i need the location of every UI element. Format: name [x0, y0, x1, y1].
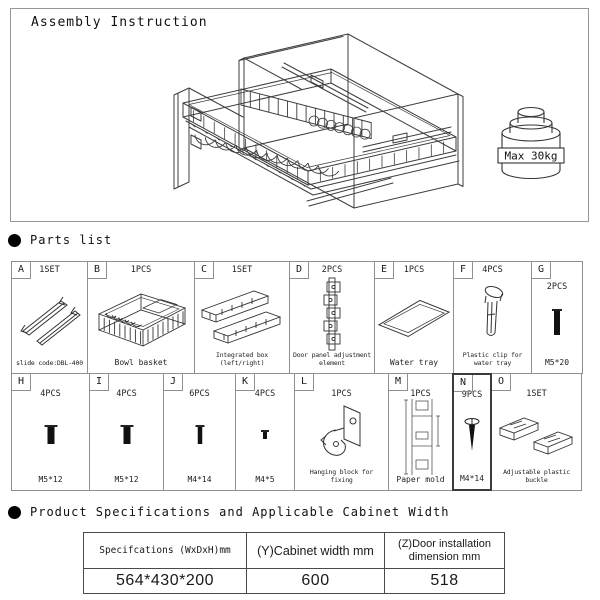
spec-header-door-dimension: (Z)Door installation dimension mm: [384, 533, 504, 568]
part-caption: Paper mold: [396, 475, 445, 485]
part-quantity: 1PCS: [403, 265, 425, 275]
spec-header-cabinet-width: (Y)Cabinet width mm: [246, 533, 384, 568]
part-cell-G: [531, 261, 583, 374]
part-cell-H: [11, 373, 90, 491]
screw-m4-5-icon: [236, 399, 294, 475]
bullet-icon: [8, 234, 21, 247]
screw-m5-12-icon: [12, 399, 89, 475]
part-cell-M: [388, 373, 453, 491]
parts-grid-row1: [11, 261, 589, 374]
part-cell-B: [87, 261, 195, 374]
spec-table-header-row: [84, 533, 504, 568]
part-letter: K: [236, 374, 255, 391]
slide-rail-bottom: [186, 121, 459, 195]
specifications-header: [8, 505, 449, 519]
bullet-icon: [8, 506, 21, 519]
spec-table-value-row: [84, 568, 504, 593]
part-letter: M: [389, 374, 408, 391]
screw-m5-20-icon: [532, 292, 582, 358]
door-adjuster-icon: [290, 275, 374, 352]
part-cell-K: [235, 373, 295, 491]
part-letter: D: [290, 262, 309, 279]
parts-grid: [11, 261, 589, 491]
parts-list-header: [8, 233, 112, 247]
part-caption: M4*14: [459, 474, 485, 484]
part-caption: Bowl basket: [114, 358, 168, 368]
specifications-title: Product Specifications and Applicable Cabinet Width: [30, 505, 450, 519]
part-quantity: 1SET: [231, 265, 253, 275]
spec-value-cabinet-width: 600: [246, 568, 384, 593]
part-quantity: 1SET: [526, 389, 547, 399]
spec-value-door-dimension: 518: [384, 568, 504, 593]
part-letter: H: [12, 374, 31, 391]
part-letter: L: [295, 374, 314, 391]
part-cell-F: [453, 261, 532, 374]
part-caption: Water tray: [389, 358, 439, 368]
water-clip-icon: [454, 275, 531, 352]
part-quantity: 4PCS: [482, 265, 503, 275]
part-quantity: 1SET: [39, 265, 60, 275]
part-letter: C: [195, 262, 214, 279]
part-cell-D: [289, 261, 375, 374]
plastic-buckle-icon: [492, 399, 581, 469]
integrated-box-icon: [195, 275, 289, 352]
part-letter: A: [12, 262, 31, 279]
screw-m5-12-icon: [90, 399, 163, 475]
part-caption: Plastic clip for water tray: [462, 351, 523, 368]
screw-m4-14-icon: [164, 399, 235, 475]
part-letter: O: [492, 374, 511, 391]
part-cell-C: [194, 261, 290, 374]
part-letter: G: [532, 262, 551, 279]
part-letter: E: [375, 262, 394, 279]
part-caption: M5*12: [114, 475, 139, 485]
part-caption: slide code:DBL-400: [16, 359, 83, 368]
part-quantity: 4PCS: [40, 389, 61, 399]
spec-table: [83, 532, 505, 594]
part-caption: M5*12: [38, 475, 63, 485]
part-cell-J: [163, 373, 236, 491]
part-caption: Hanging block for fixing: [309, 468, 374, 485]
part-cell-E: [374, 261, 454, 374]
max-load-label: Max 30kg: [504, 149, 558, 163]
page-title: Assembly Instruction: [31, 15, 208, 30]
part-letter: I: [90, 374, 109, 391]
part-cell-N: [452, 373, 492, 491]
tapping-screw-icon: [454, 400, 490, 474]
part-quantity: 6PCS: [189, 389, 210, 399]
weight-icon: [498, 108, 564, 179]
part-letter: J: [164, 374, 183, 391]
parts-list-title: Parts list: [30, 233, 113, 247]
spec-value-dimensions: 564*430*200: [84, 568, 246, 593]
part-caption: Adjustable plastic buckle: [503, 468, 570, 485]
part-cell-I: [89, 373, 164, 491]
hanging-block-icon: [295, 399, 388, 469]
assembly-instruction-box: [10, 8, 589, 222]
part-caption: M4*5: [255, 475, 275, 485]
part-quantity: 2PCS: [546, 282, 568, 292]
part-letter: B: [88, 262, 107, 279]
part-cell-O: [491, 373, 582, 491]
part-quantity: 1PCS: [130, 265, 152, 275]
part-quantity: 4PCS: [254, 389, 276, 399]
spec-header-dimensions: Specifcations (WxDxH)mm: [99, 545, 231, 556]
part-caption: Door panel adjustment element: [293, 351, 371, 368]
part-caption: Integrated box (left/right): [216, 351, 268, 368]
part-letter: N: [454, 375, 473, 392]
part-caption: M4*14: [187, 475, 212, 485]
bowl-basket-icon: [88, 275, 194, 358]
part-quantity: 1PCS: [410, 389, 431, 399]
assembly-illustration: [11, 9, 588, 221]
part-quantity: 2PCS: [321, 265, 343, 275]
water-tray-icon: [375, 275, 453, 358]
part-cell-L: [294, 373, 389, 491]
part-quantity: 4PCS: [116, 389, 137, 399]
part-letter: F: [454, 262, 473, 279]
slide-rails-icon: [12, 275, 87, 360]
part-caption: M5*20: [544, 358, 570, 368]
part-quantity: 9PCS: [461, 390, 483, 400]
paper-mold-icon: [389, 399, 452, 475]
part-quantity: 1PCS: [331, 389, 352, 399]
part-cell-A: [11, 261, 88, 374]
parts-grid-row2: [11, 374, 589, 491]
